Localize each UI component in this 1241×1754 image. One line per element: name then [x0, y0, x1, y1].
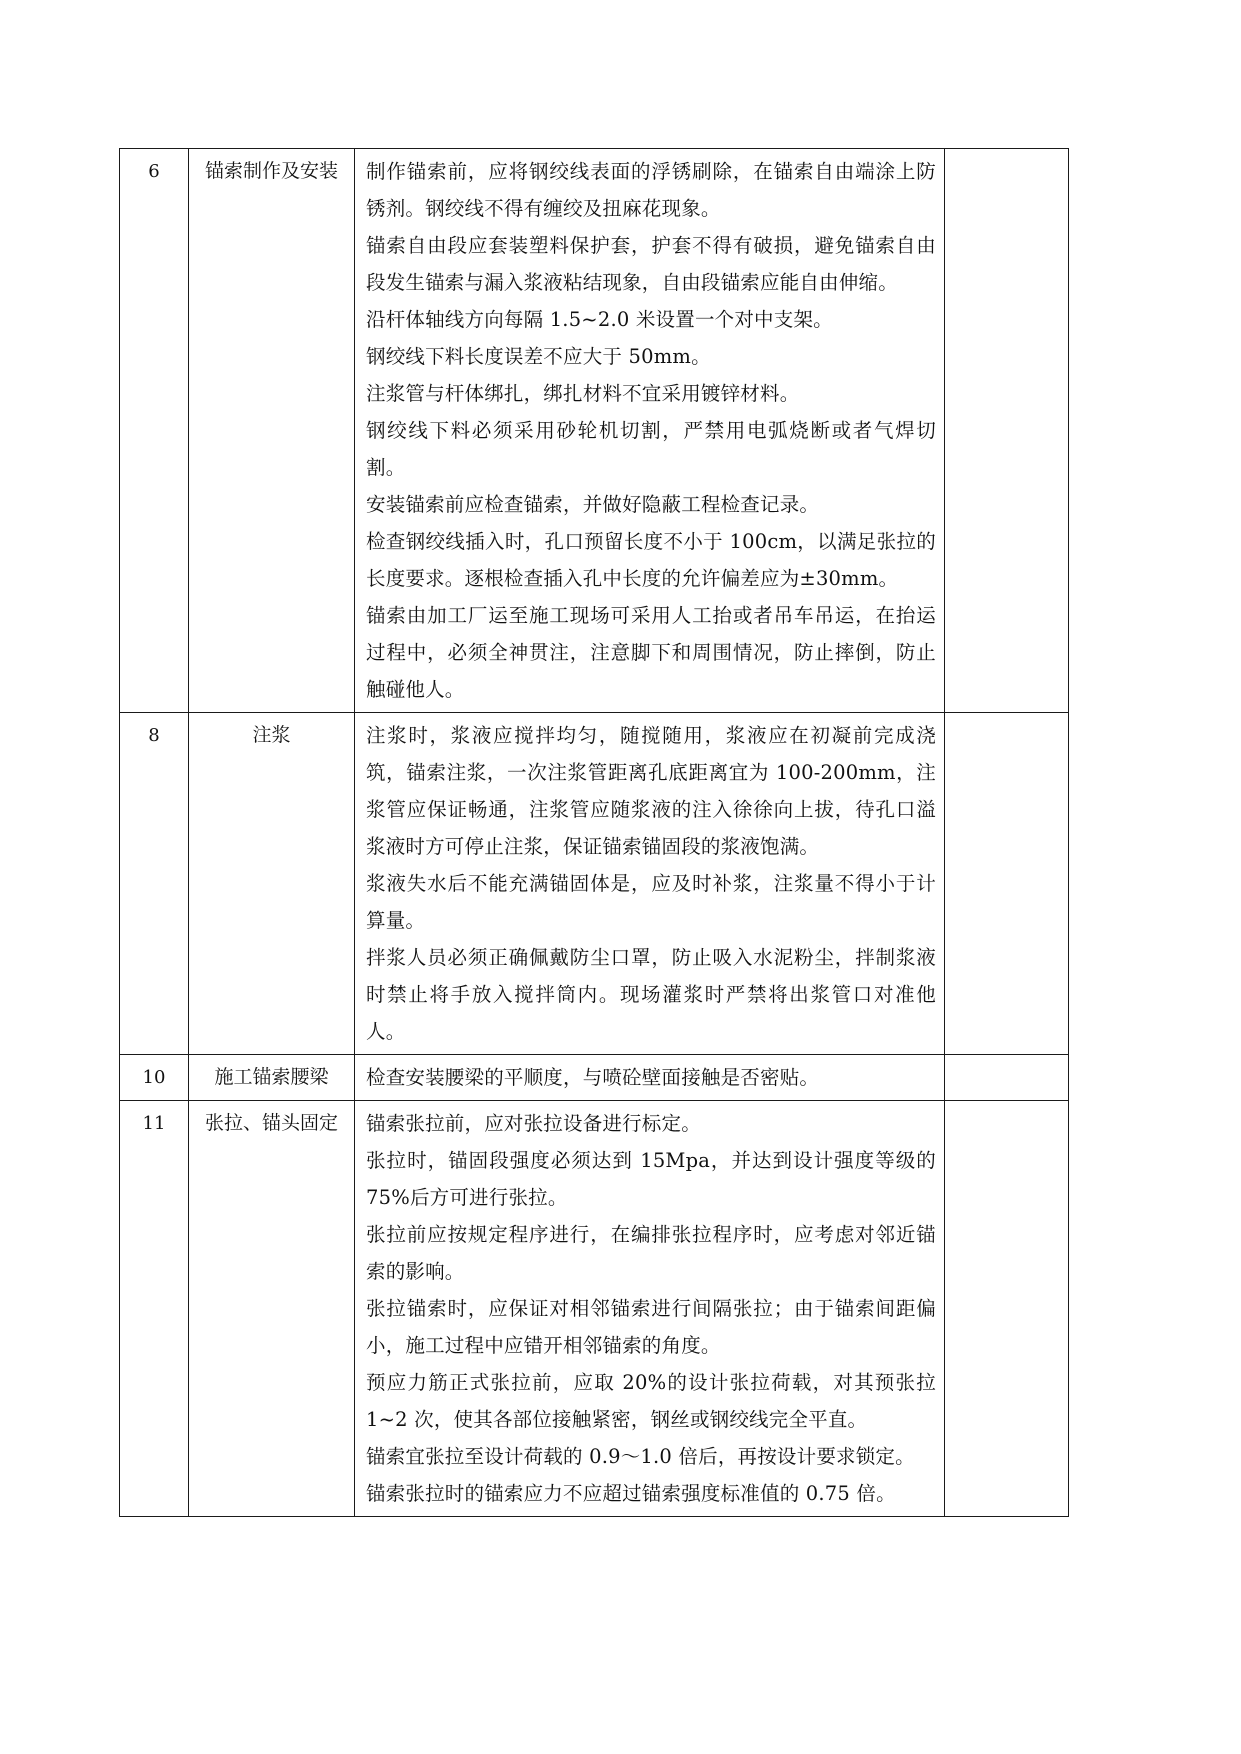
- row-number: 8: [120, 713, 189, 1055]
- requirement-paragraph: 锚索张拉前，应对张拉设备进行标定。: [366, 1112, 701, 1135]
- work-item: 施工锚索腰梁: [189, 1055, 355, 1101]
- requirement-paragraph: 钢绞线下料必须采用砂轮机切割，严禁用电弧烧断或者气焊切割。: [366, 419, 936, 479]
- construction-requirements-table: [119, 148, 1069, 1517]
- requirement-paragraph: 张拉锚索时，应保证对相邻锚索进行间隔张拉；由于锚索间距偏小，施工过程中应错开相邻锚索的角度。: [366, 1297, 936, 1357]
- requirement-paragraph: 锚索张拉时的锚索应力不应超过锚索强度标准值的 0.75 倍。: [366, 1482, 896, 1505]
- requirement-paragraph: 拌浆人员必须正确佩戴防尘口罩，防止吸入水泥粉尘，拌制浆液时禁止将手放入搅拌筒内。现场灌浆时严禁将出浆管口对准他人。: [366, 946, 936, 1043]
- requirement-paragraph: 锚索由加工厂运至施工现场可采用人工抬或者吊车吊运，在抬运过程中，必须全神贯注，注意脚下和周围情况，防止摔倒，防止触碰他人。: [366, 604, 936, 701]
- requirement-paragraph: 安装锚索前应检查锚索，并做好隐蔽工程检查记录。: [366, 493, 820, 516]
- remarks-cell: [945, 149, 1069, 713]
- row-number: 6: [120, 149, 189, 713]
- requirements-cell: [355, 713, 945, 1055]
- requirement-paragraph: 张拉时，锚固段强度必须达到 15Mpa，并达到设计强度等级的 75%后方可进行张拉。: [366, 1149, 936, 1209]
- table-row: [120, 1101, 1069, 1517]
- work-item: 锚索制作及安装: [189, 149, 355, 713]
- requirement-paragraph: 制作锚索前，应将钢绞线表面的浮锈刷除，在锚索自由端涂上防锈剂。钢绞线不得有缠绞及扭麻花现象。: [366, 160, 936, 220]
- requirement-paragraph: 注浆管与杆体绑扎，绑扎材料不宜采用镀锌材料。: [366, 382, 800, 405]
- requirement-paragraph: 锚索自由段应套装塑料保护套，护套不得有破损，避免锚索自由段发生锚索与漏入浆液粘结现象，自由段锚索应能自由伸缩。: [366, 234, 936, 294]
- requirement-paragraph: 浆液失水后不能充满锚固体是，应及时补浆，注浆量不得小于计算量。: [366, 872, 936, 932]
- requirements-cell: [355, 1101, 945, 1517]
- work-item: 注浆: [189, 713, 355, 1055]
- requirement-paragraph: 钢绞线下料长度误差不应大于 50mm。: [366, 345, 711, 368]
- requirement-paragraph: 锚索宜张拉至设计荷载的 0.9～1.0 倍后，再按设计要求锁定。: [366, 1445, 915, 1468]
- table-row: [120, 713, 1069, 1055]
- requirement-paragraph: 检查安装腰梁的平顺度，与喷砼壁面接触是否密贴。: [366, 1066, 820, 1089]
- requirements-cell: [355, 149, 945, 713]
- remarks-cell: [945, 1055, 1069, 1101]
- remarks-cell: [945, 1101, 1069, 1517]
- requirements-cell: [355, 1055, 945, 1101]
- row-number: 10: [120, 1055, 189, 1101]
- requirement-paragraph: 注浆时，浆液应搅拌均匀，随搅随用，浆液应在初凝前完成浇筑，锚索注浆，一次注浆管距离孔底距离宜为 100-200mm，注浆管应保证畅通，注浆管应随浆液的注入徐徐向上拔，待孔口溢浆液时方可停止注浆，保证锚索锚固段的浆液饱满。: [366, 724, 936, 858]
- requirement-paragraph: 沿杆体轴线方向每隔 1.5~2.0 米设置一个对中支架。: [366, 308, 833, 331]
- requirement-paragraph: 预应力筋正式张拉前，应取 20%的设计张拉荷载，对其预张拉 1~2 次，使其各部位接触紧密，钢丝或钢绞线完全平直。: [366, 1371, 936, 1431]
- requirement-paragraph: 检查钢绞线插入时，孔口预留长度不小于 100cm，以满足张拉的长度要求。逐根检查插入孔中长度的允许偏差应为±30mm。: [366, 530, 936, 590]
- remarks-cell: [945, 713, 1069, 1055]
- table-row: [120, 149, 1069, 713]
- row-number: 11: [120, 1101, 189, 1517]
- table-row: [120, 1055, 1069, 1101]
- requirement-paragraph: 张拉前应按规定程序进行，在编排张拉程序时，应考虑对邻近锚索的影响。: [366, 1223, 936, 1283]
- work-item: 张拉、锚头固定: [189, 1101, 355, 1517]
